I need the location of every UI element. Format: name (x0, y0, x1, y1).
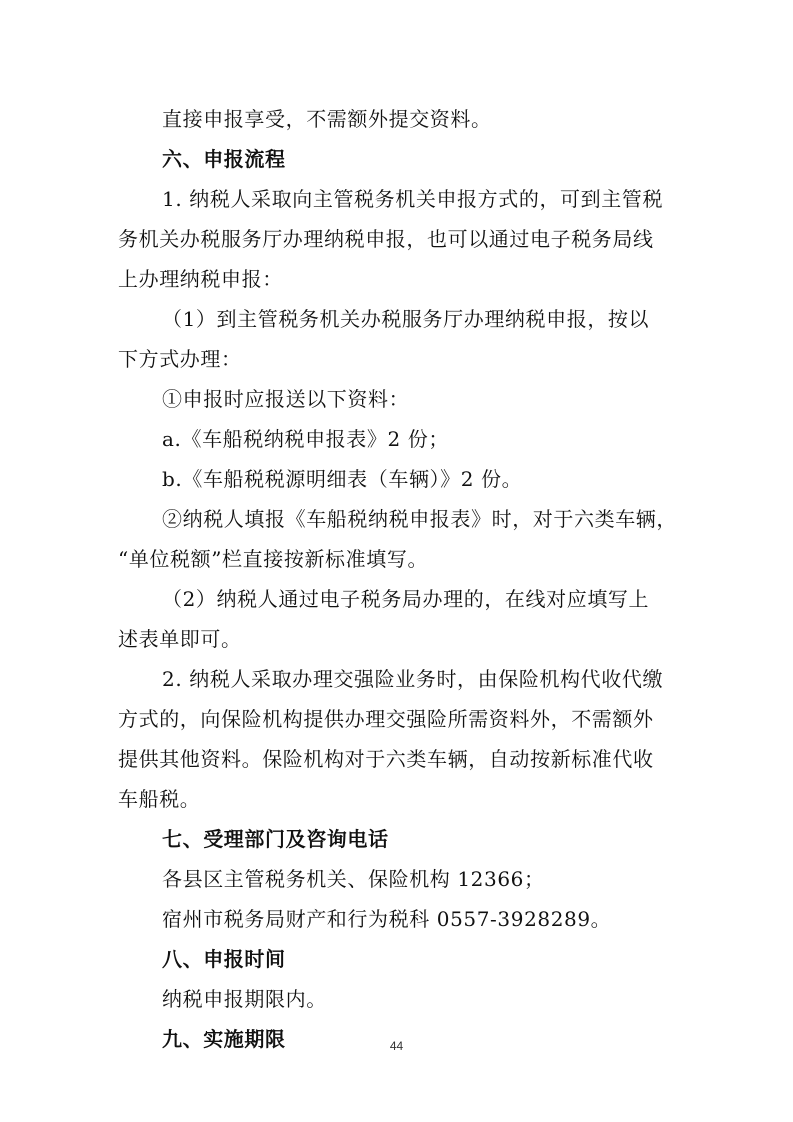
paragraph-line: 1. 纳税人采取向主管税务机关申报方式的，可到主管税 (162, 187, 664, 211)
paragraph-line: b.《车船税税源明细表（车辆）》2 份。 (162, 467, 523, 491)
section-heading-9: 九、实施期限 (162, 1027, 286, 1051)
paragraph-line: 2. 纳税人采取办理交强险业务时，由保险机构代收代缴 (162, 667, 664, 691)
paragraph-line: ①申报时应报送以下资料： (162, 387, 410, 411)
paragraph-line: 下方式办理： (118, 347, 242, 371)
section-heading-7: 七、受理部门及咨询电话 (162, 827, 389, 851)
paragraph-line: 车船税。 (118, 787, 201, 811)
paragraph-line: 直接申报享受，不需额外提交资料。 (162, 107, 492, 131)
paragraph-line: 述表单即可。 (118, 627, 242, 651)
paragraph-line: 上办理纳税申报： (118, 267, 283, 291)
paragraph-line: 提供其他资料。保险机构对于六类车辆，自动按新标准代收 (118, 747, 654, 771)
page-number: 44 (389, 1039, 404, 1053)
section-heading-8: 八、申报时间 (162, 947, 286, 971)
section-heading-6: 六、申报流程 (162, 147, 286, 171)
paragraph-line: 各县区主管税务机关、保险机构 12366； (162, 867, 545, 891)
paragraph-line: 宿州市税务局财产和行为税科 0557-3928289。 (162, 907, 612, 931)
paragraph-line: （2）纳税人通过电子税务局办理的，在线对应填写上 (162, 587, 650, 611)
paragraph-line: 纳税申报期限内。 (162, 987, 327, 1011)
paragraph-line: ②纳税人填报《车船税纳税申报表》时，对于六类车辆， (162, 507, 677, 531)
paragraph-line: “单位税额”栏直接按新标准填写。 (118, 547, 429, 571)
paragraph-line: 务机关办税服务厅办理纳税申报，也可以通过电子税务局线 (118, 227, 654, 251)
paragraph-line: 方式的，向保险机构提供办理交强险所需资料外，不需额外 (118, 707, 654, 731)
paragraph-line: （1）到主管税务机关办税服务厅办理纳税申报，按以 (162, 307, 650, 331)
paragraph-line: a.《车船税纳税申报表》2 份； (162, 427, 449, 451)
